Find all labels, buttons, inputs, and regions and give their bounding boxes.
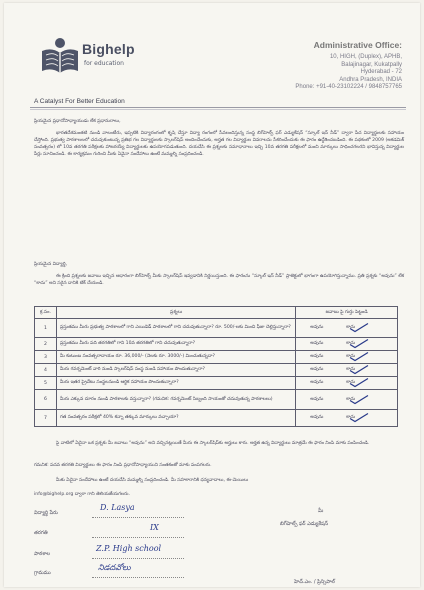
yes-option[interactable]: అవును: [310, 325, 324, 330]
checkmark-icon: [348, 413, 370, 423]
address-line: Hyderabad - 72: [360, 69, 402, 76]
signature-role: హెచ్.ఎం. / ప్రిన్సిపాల్: [294, 579, 335, 585]
row-question: మీరు గవర్నమెంట్ వారి నుండి స్కాలర్‌షిప్ సంస్థ నుండి సహాయం పొందుతున్నారా?: [56, 364, 295, 377]
village-value: నిడదవోలు: [98, 563, 131, 572]
village-field[interactable]: [92, 577, 184, 578]
student-greeting: ప్రియమైన విద్యార్థి,: [34, 262, 68, 267]
class-value: IX: [150, 523, 159, 532]
student-name-label: విద్యార్థి పేరు: [34, 510, 58, 516]
no-option[interactable]: కాదు: [346, 415, 356, 420]
class-label: తరగతి: [34, 530, 48, 536]
yes-option[interactable]: అవును: [310, 396, 324, 402]
checkmark-icon: [348, 323, 370, 333]
table-row: [35, 410, 398, 427]
table-row: [35, 338, 398, 351]
checkmark-icon: [348, 339, 370, 349]
row-number: 3: [35, 351, 57, 364]
no-option[interactable]: కాదు: [346, 367, 356, 372]
row-number: 5: [35, 377, 57, 390]
letter-paragraph: భారతదేశమంతటి నుండి వాలంటీరు, ఇప్పటికి విద్యారంగంలో కృషి చేస్తూ విద్యా రంగంలో సేవలందిస్తున్న సంస్థ బిగ్‌హెల్ప్ ఫర్ ఎడ్యుకేషన్ “స్కూల్ ఇన్ నీడ్” ద్వారా పేద విద్యార్థులకు సహాయం చేస్తోంది. ప్రభుత్వ పాఠశాలలలో చదువుకుంటున్న ప్రతిభ గల విద్యార్థులకు స్కాలర్‌షిప్ అందించేందుకు, అర్హత గల విద్యార్థుల వివరాలను సేకరించేందుకు ఈ ఫారం ఉద్దేశించబడింది. ఈ పథకంలో 2009 (అకడమిక్ సంవత్సరం) లో 10వ తరగతి పరీక్షలకు హాజరయ్యే విద్యార్థులకు ఉపయోగపడుతుంది. దయచేసి ఈ ప్రశ్నలకు సమాధానాలు ఇచ్చి 10వ తరగతి పరీక్షలలో మంచి మార్కులు సాధించగలరని భావిస్తున్న విద్యార్థుల పేర్లు సూచించండి. ఈ కార్యక్రమం గురించి మీకు ఏవైనా సందేహాలు ఉంటే మమ్మల్ని సంప్రదించండి.: [34, 131, 404, 158]
row-number: 6: [35, 390, 57, 410]
row-number: 7: [35, 410, 57, 427]
row-question: గత సంవత్సరం పరీక్షలో 40% కన్నా తక్కువ మార్కులు వచ్చాయా?: [56, 410, 295, 427]
tagline: A Catalyst For Better Education: [34, 98, 125, 105]
table-row: [35, 377, 398, 390]
answer-cell[interactable]: [296, 364, 398, 377]
table-row: [35, 319, 398, 338]
sno-header: క్ర.సం.: [35, 307, 57, 319]
no-option[interactable]: కాదు: [346, 396, 356, 402]
contact-line: Phone: +91-40-23102224 / 9848757765: [295, 84, 402, 91]
checkmark-icon: [348, 378, 370, 388]
document-page: [4, 3, 420, 587]
row-question: మీరు ఎక్కువ దూరం నుండి పాఠశాలకు వస్తున్నారా? (గమనిక: గవర్నమెంట్ సిబ్బంది సాయంతో చదువుతున్న పాఠశాలలు): [56, 390, 295, 410]
table-header-row: [35, 307, 398, 319]
village-label: గ్రామము: [34, 570, 51, 576]
question-header: ప్రశ్నలు: [56, 307, 295, 319]
no-option[interactable]: కాదు: [346, 354, 356, 359]
row-question: మీ కుటుంబ సంవత్సరాదాయం రూ. 36,000/- (నెలకు రూ. 3000/-) మించుతున్నదా?: [56, 351, 295, 364]
student-name-value: D. Lasya: [100, 503, 135, 512]
answer-cell[interactable]: [296, 319, 398, 338]
row-question: ప్రస్తుతము మీరు ప్రభుత్వ పాఠశాలలో గాని ఎయిడెడ్ పాఠశాలలో గాని చదువుతున్నారా? రూ. 500/-లకు మించి ఫీజు చెల్లిస్తున్నారా?: [56, 319, 295, 338]
row-question: ప్రస్తుతము మీరు పది తరగతిలో గాని 10వ తరగతిలో గాని చదువుతున్నారా?: [56, 338, 295, 351]
address-line: 10, HIGH, (Duplex), APHB,: [329, 54, 402, 60]
checkmark-icon: [348, 352, 370, 362]
row-number: 4: [35, 364, 57, 377]
email-line: info@bighelp.org ద్వారా గాని తెలియజేయగలరు.: [34, 492, 130, 497]
row-number: 1: [35, 319, 57, 338]
yes-option[interactable]: అవును: [310, 354, 324, 359]
brand-subtitle: for education: [84, 60, 124, 67]
row-number: 2: [35, 338, 57, 351]
table-row: [35, 351, 398, 364]
school-value: Z.P. High school: [96, 544, 162, 553]
eligibility-note: పై వాటిలో ఏదైనా ఒక ప్రశ్నకు మీ జవాబు “అవును” అని వచ్చినట్లయితే మీరు ఈ స్కాలర్‌షిప్‌కు అర్హులు కారు. అర్హత ఉన్న విద్యార్థులు మాత్రమే ఈ ఫారం నింపి మాకు పంపించండి.: [56, 441, 370, 446]
answer-cell[interactable]: [296, 338, 398, 351]
office-title: Administrative Office:: [313, 40, 402, 50]
header-divider: [30, 109, 406, 110]
answer-header: జవాబు పై గుర్తు పెట్టండి: [296, 307, 398, 319]
answer-cell[interactable]: [296, 377, 398, 390]
table-row: [35, 364, 398, 377]
salutation: ప్రియమైన ప్రధానోపాధ్యాయుడు లేక ప్రధానురాలు,: [34, 119, 121, 124]
address-line: Balajinagar, Kukatpally: [341, 61, 402, 68]
school-field[interactable]: [92, 558, 184, 559]
header-divider: [30, 107, 406, 108]
answer-cell[interactable]: [296, 351, 398, 364]
school-label: పాఠశాల: [34, 551, 51, 557]
table-row: [35, 390, 398, 410]
brand-name: Bighelp: [82, 41, 135, 57]
yes-option[interactable]: అవును: [310, 341, 324, 346]
class-field[interactable]: [92, 537, 184, 538]
no-option[interactable]: కాదు: [346, 325, 356, 330]
signature-initials: మీ: [318, 508, 324, 514]
yes-option[interactable]: అవును: [310, 367, 324, 372]
signature-org: బిగ్‌హెల్ప్ ఫర్ ఎడ్యుకేషన్: [280, 521, 329, 527]
yes-option[interactable]: అవును: [310, 415, 324, 420]
yes-option[interactable]: అవును: [310, 380, 324, 385]
no-option[interactable]: కాదు: [346, 380, 356, 385]
instructions-paragraph: ఈ క్రింది ప్రశ్నలకు జవాబు ఇచ్చిన ఆధారంగా బిగ్‌హెల్ప్ మీకు స్కాలర్‌షిప్ ఇవ్వడానికి నిర్ణయిస్తుంది. ఈ ఫారంను “స్కూల్ ఇన్ నీడ్” ప్రాజెక్టులో భాగంగా ఉపయోగిస్తున్నాము. ప్రతి ప్రశ్నకు “అవును” లేక “కాదు” అని సరైన దానికి టిక్ చేయండి.: [34, 274, 404, 287]
address-line: Andhra Pradesh, INDIA: [339, 76, 402, 83]
eligibility-table: [34, 306, 398, 427]
answer-cell[interactable]: [296, 410, 398, 427]
note-paragraph: గమనిక: పదవ తరగతి విద్యార్థులు ఈ ఫారం నింపి ప్రధానోపాధ్యాయుని సంతకంతో మాకు పంపగలరు.: [34, 463, 212, 468]
checkmark-icon: [348, 365, 370, 375]
contact-paragraph: మీకు ఏదైనా సందేహాలు ఉంటే దయచేసి మమ్మల్ని సంప్రదించండి. మీ సహకారానికి ధన్యవాదాలు, ఈ-మెయిలు: [56, 478, 249, 483]
no-option[interactable]: కాదు: [346, 341, 356, 346]
student-name-field[interactable]: [92, 517, 184, 518]
answer-cell[interactable]: [296, 390, 398, 410]
row-question: మీరు ఇతర ప్రైవేటు సంస్థలనుండి ఆర్థిక సహాయం పొందుతున్నారా?: [56, 377, 295, 390]
checkmark-icon: [348, 394, 370, 404]
office-address: [295, 40, 402, 92]
